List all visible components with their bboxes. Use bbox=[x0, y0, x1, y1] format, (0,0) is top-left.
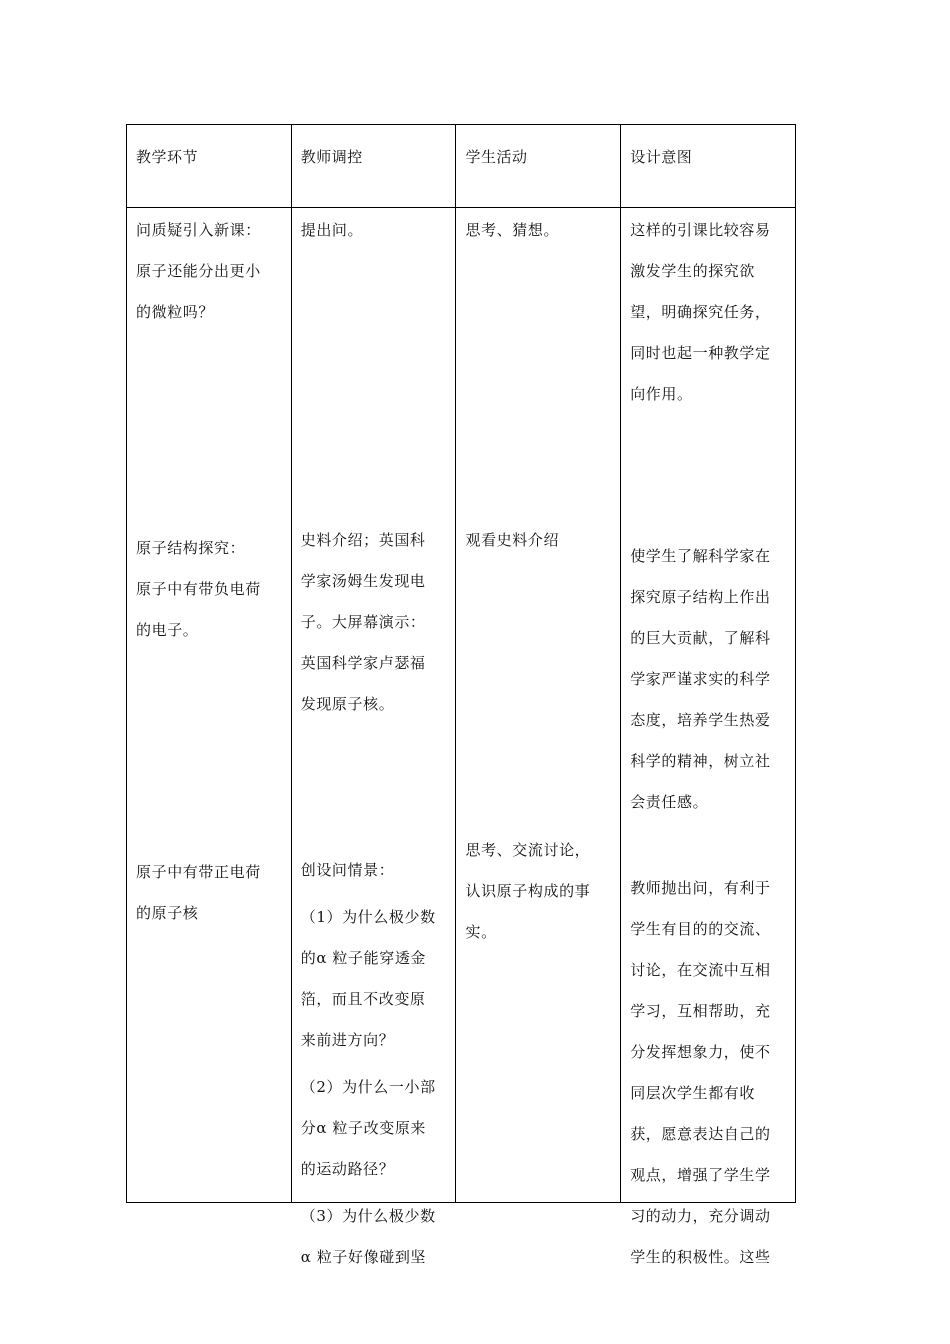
text-line: 教师抛出问，有利于 bbox=[630, 879, 771, 897]
intent-block-history bbox=[630, 536, 787, 823]
text-line: 同层次学生都有收 bbox=[630, 1084, 756, 1102]
text-line: （2）为什么一小部 bbox=[300, 1078, 436, 1096]
cell-teacher-control bbox=[291, 208, 456, 1266]
text-line: 科学的精神，树立社 bbox=[630, 752, 771, 770]
step-block-electron bbox=[136, 528, 283, 651]
text-line: α 粒子好像碰到坚 bbox=[300, 1248, 427, 1266]
text-line: 会责任感。 bbox=[630, 793, 709, 811]
text-line: 创设问情景： bbox=[300, 861, 395, 879]
text-line: 实。 bbox=[465, 923, 497, 941]
text-line: 激发学生的探究欲 bbox=[630, 262, 756, 280]
text-line: 来前进方向？ bbox=[300, 1031, 395, 1049]
teacher-block-questions bbox=[301, 850, 448, 1278]
text-line: 分α 粒子改变原来 bbox=[300, 1119, 427, 1137]
text-line: 提出问。 bbox=[300, 221, 364, 239]
text-line: 学习，互相帮助，充 bbox=[630, 1002, 771, 1020]
text-line: （1）为什么极少数 bbox=[300, 908, 436, 926]
text-line: 望，明确探究任务， bbox=[630, 303, 771, 321]
text-line: 的α 粒子能穿透金 bbox=[300, 949, 427, 967]
text-line: 态度，培养学生热爱 bbox=[630, 711, 771, 729]
text-line: 学生有目的的交流、 bbox=[630, 920, 771, 938]
text-line: 的巨大贡献，了解科 bbox=[630, 629, 771, 647]
text-line: 箔，而且不改变原 bbox=[300, 990, 426, 1008]
text-line: 学生的积极性。这些 bbox=[630, 1248, 771, 1266]
cell-design-intent bbox=[621, 208, 796, 1266]
text-line: 学家严谨求实的科学 bbox=[630, 670, 771, 688]
cell-teaching-step bbox=[127, 208, 292, 1203]
text-line: 习的动力，充分调动 bbox=[630, 1207, 771, 1225]
teacher-block-history bbox=[301, 520, 448, 725]
text-line: 使学生了解科学家在 bbox=[630, 547, 771, 565]
header-cell-student-activity: 学生活动 bbox=[456, 125, 621, 208]
text-line: 讨论，在交流中互相 bbox=[630, 961, 771, 979]
cell-student-activity bbox=[456, 208, 621, 1203]
teacher-block-intro bbox=[301, 210, 448, 251]
text-line: 获，愿意表达自己的 bbox=[630, 1125, 771, 1143]
text-line: 这样的引课比较容易 bbox=[630, 221, 771, 239]
header-cell-design-intent: 设计意图 bbox=[621, 125, 796, 208]
student-block-discussion bbox=[465, 830, 612, 953]
text-line: 的原子核 bbox=[136, 904, 199, 922]
header-cell-teacher-control: 教师调控 bbox=[291, 125, 456, 208]
text-line: 观看史料介绍 bbox=[465, 531, 560, 549]
lesson-plan-table bbox=[126, 124, 796, 1266]
text-line: 思考、猜想。 bbox=[465, 221, 560, 239]
text-line: 原子中有带正电荷 bbox=[136, 863, 261, 881]
text-line: 的电子。 bbox=[136, 621, 199, 639]
header-row bbox=[127, 125, 796, 208]
text-line: 探究原子结构上作出 bbox=[630, 588, 771, 606]
text-line: 英国科学家卢瑟福 bbox=[300, 654, 426, 672]
intent-block-intro bbox=[630, 210, 787, 415]
text-line: 观点，增强了学生学 bbox=[630, 1166, 771, 1184]
text-line: 发现原子核。 bbox=[300, 695, 395, 713]
text-line: 同时也起一种教学定 bbox=[630, 344, 771, 362]
text-line: 问质疑引入新课： bbox=[136, 221, 261, 239]
student-block-intro bbox=[465, 210, 612, 251]
text-line: 认识原子构成的事 bbox=[465, 882, 591, 900]
student-block-history bbox=[465, 520, 612, 561]
text-line: 原子结构探究： bbox=[136, 539, 246, 557]
text-line: 的运动路径？ bbox=[300, 1160, 395, 1178]
text-line: 的微粒吗？ bbox=[136, 303, 215, 321]
text-line: 向作用。 bbox=[630, 385, 693, 403]
intent-block-discussion bbox=[630, 868, 787, 1278]
text-line: 原子中有带负电荷 bbox=[136, 580, 261, 598]
text-line: 子。大屏幕演示： bbox=[300, 613, 426, 631]
text-line: 分发挥想象力，使不 bbox=[630, 1043, 771, 1061]
step-block-nucleus bbox=[136, 852, 283, 934]
text-line: （3）为什么极少数 bbox=[300, 1207, 436, 1225]
text-line: 思考、交流讨论， bbox=[465, 841, 591, 859]
text-line: 学家汤姆生发现电 bbox=[300, 572, 426, 590]
header-cell-teaching-step: 教学环节 bbox=[127, 125, 292, 208]
text-line: 史料介绍；英国科 bbox=[300, 531, 426, 549]
content-row bbox=[127, 208, 796, 1203]
step-block-intro bbox=[136, 210, 283, 333]
text-line: 原子还能分出更小 bbox=[136, 262, 261, 280]
